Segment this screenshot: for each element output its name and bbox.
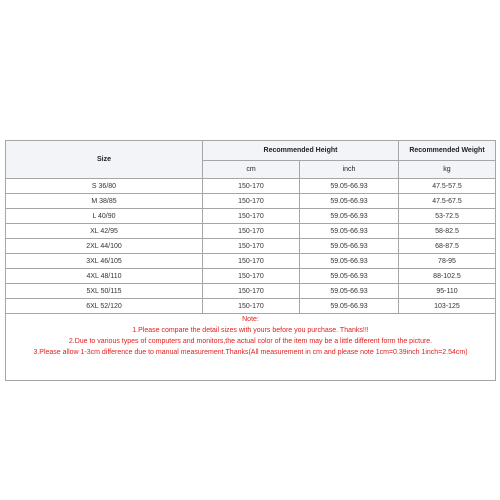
cm-cell: 150-170 [203, 239, 300, 254]
table-row [6, 239, 496, 254]
notes-row [6, 314, 496, 381]
table-row [6, 269, 496, 284]
size-cell: 2XL 44/100 [6, 239, 203, 254]
header-cm: cm [203, 161, 300, 179]
size-cell: 3XL 46/105 [6, 254, 203, 269]
table-row [6, 299, 496, 314]
size-cell: 4XL 48/110 [6, 269, 203, 284]
table-row [6, 179, 496, 194]
cm-cell: 150-170 [203, 284, 300, 299]
table-row [6, 254, 496, 269]
inch-cell: 59.05-66.93 [300, 179, 399, 194]
size-cell: S 36/80 [6, 179, 203, 194]
cm-cell: 150-170 [203, 224, 300, 239]
note-line-1: 1.Please compare the detail sizes with yours before you purchase. Thanks!!! [132, 327, 369, 334]
inch-cell: 59.05-66.93 [300, 254, 399, 269]
kg-cell: 47.5-67.5 [399, 194, 496, 209]
header-inch: inch [300, 161, 399, 179]
table-body [6, 179, 496, 381]
kg-cell: 47.5-57.5 [399, 179, 496, 194]
cm-cell: 150-170 [203, 254, 300, 269]
table-header [6, 141, 496, 179]
size-cell: 5XL 50/115 [6, 284, 203, 299]
kg-cell: 88-102.5 [399, 269, 496, 284]
inch-cell: 59.05-66.93 [300, 239, 399, 254]
kg-cell: 78-95 [399, 254, 496, 269]
kg-cell: 95-110 [399, 284, 496, 299]
kg-cell: 103-125 [399, 299, 496, 314]
notes-cell [6, 314, 496, 381]
inch-cell: 59.05-66.93 [300, 299, 399, 314]
inch-cell: 59.05-66.93 [300, 194, 399, 209]
header-kg: kg [399, 161, 496, 179]
cm-cell: 150-170 [203, 179, 300, 194]
inch-cell: 59.05-66.93 [300, 209, 399, 224]
cm-cell: 150-170 [203, 209, 300, 224]
inch-cell: 59.05-66.93 [300, 269, 399, 284]
inch-cell: 59.05-66.93 [300, 284, 399, 299]
kg-cell: 68-87.5 [399, 239, 496, 254]
size-cell: L 40/90 [6, 209, 203, 224]
header-size: Size [6, 141, 203, 179]
note-title: Note: [242, 316, 259, 323]
header-recommended-weight: Recommended Weight [399, 141, 496, 161]
header-recommended-height: Recommended Height [203, 141, 399, 161]
table-row [6, 209, 496, 224]
note-line-2: 2.Due to various types of computers and monitors,the actual color of the item may be a little different form the picture. [68, 338, 433, 345]
table-row [6, 194, 496, 209]
table-row [6, 224, 496, 239]
cm-cell: 150-170 [203, 269, 300, 284]
cm-cell: 150-170 [203, 299, 300, 314]
note-line-3: 3.Please allow 1-3cm difference due to manual measurement.Thanks(All measurement in cm and please note 1cm=0.39inch 1inch=2.54cm) [33, 349, 468, 356]
kg-cell: 58-82.5 [399, 224, 496, 239]
table-row [6, 284, 496, 299]
size-cell: M 38/85 [6, 194, 203, 209]
size-table [5, 140, 496, 381]
kg-cell: 53-72.5 [399, 209, 496, 224]
size-cell: 6XL 52/120 [6, 299, 203, 314]
size-cell: XL 42/95 [6, 224, 203, 239]
cm-cell: 150-170 [203, 194, 300, 209]
inch-cell: 59.05-66.93 [300, 224, 399, 239]
